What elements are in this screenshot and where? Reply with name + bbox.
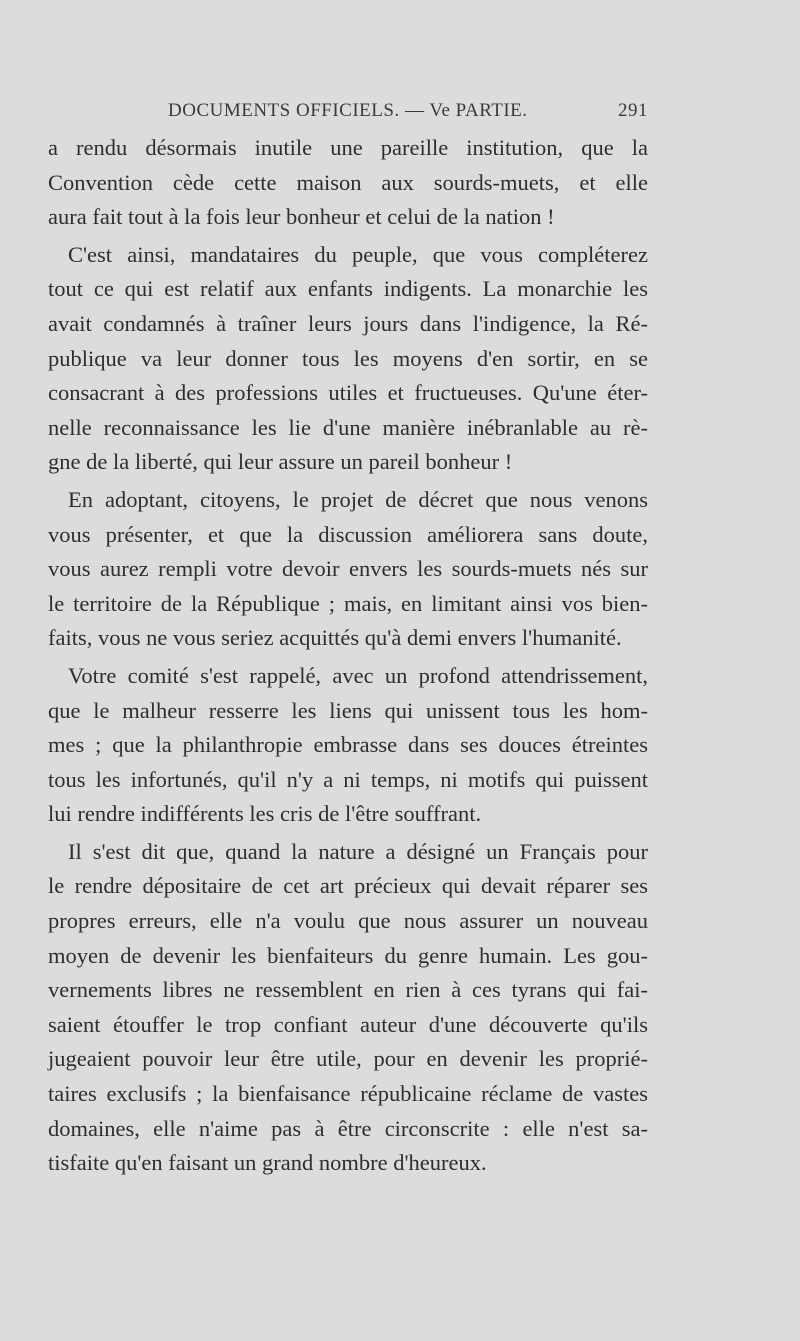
- paragraph: [48, 131, 648, 235]
- text-line: Il s'est dit que, quand la nature a désigné un Français pour: [68, 838, 648, 864]
- paragraph: [48, 659, 648, 832]
- text-line: gne de la liberté, qui leur assure un pareil bonheur !: [48, 449, 513, 475]
- text-line: a rendu désormais inutile une pareille institution, que la: [48, 135, 648, 160]
- text-line: publique va leur donner tous les moyens d'en sortir, en se: [48, 345, 648, 371]
- body-text: [48, 131, 648, 1181]
- paragraph: [48, 835, 648, 1181]
- paragraph: [48, 483, 648, 656]
- text-line: C'est ainsi, mandataires du peuple, que vous compléterez: [68, 241, 648, 267]
- text-line: vernements libres ne ressemblent en rien à ces tyrans qui fai-: [48, 977, 648, 1003]
- text-line: nelle reconnaissance les lie d'une manière inébranlable au rè-: [48, 414, 648, 440]
- text-line: propres erreurs, elle n'a voulu que nous assurer un nouveau: [48, 908, 648, 934]
- text-line: tous les infortunés, qu'il n'y a ni temps, ni motifs qui puissent: [48, 766, 648, 792]
- text-line: moyen de devenir les bienfaiteurs du genre humain. Les gou-: [48, 942, 648, 968]
- text-line: faits, vous ne vous seriez acquittés qu'à demi envers l'humanité.: [48, 625, 622, 651]
- text-line: avait condamnés à traîner leurs jours dans l'indigence, la Ré-: [48, 310, 648, 336]
- text-line: jugeaient pouvoir leur être utile, pour en devenir les proprié-: [48, 1046, 648, 1072]
- running-head: [48, 100, 648, 130]
- text-line: consacrant à des professions utiles et fructueuses. Qu'une éter-: [48, 380, 648, 406]
- text-line: que le malheur resserre les liens qui unissent tous les hom-: [48, 697, 648, 723]
- text-line: Votre comité s'est rappelé, avec un profond attendrissement,: [68, 662, 648, 688]
- text-line: vous aurez rempli votre devoir envers les sourds-muets nés sur: [48, 556, 648, 582]
- text-line: tout ce qui est relatif aux enfants indigents. La monarchie les: [48, 276, 648, 302]
- paragraph: [48, 238, 648, 480]
- text-line: En adoptant, citoyens, le projet de décret que nous venons: [68, 486, 648, 512]
- text-line: mes ; que la philanthropie embrasse dans ses douces étreintes: [48, 732, 648, 758]
- text-line: aura fait tout à la fois leur bonheur et celui de la nation !: [48, 204, 555, 230]
- text-line: taires exclusifs ; la bienfaisance républicaine réclame de vastes: [48, 1081, 648, 1107]
- text-line: tisfaite qu'en faisant un grand nombre d'heureux.: [48, 1150, 487, 1176]
- text-line: lui rendre indifférents les cris de l'être souffrant.: [48, 801, 482, 827]
- text-line: vous présenter, et que la discussion améliorera sans doute,: [48, 521, 648, 547]
- running-title: DOCUMENTS OFFICIELS. — Ve PARTIE.: [168, 100, 528, 121]
- text-line: domaines, elle n'aime pas à être circonscrite : elle n'est sa-: [48, 1115, 648, 1141]
- page-number: 291: [618, 100, 648, 121]
- text-line: Convention cède cette maison aux sourds-muets, et elle: [48, 169, 648, 195]
- text-line: le rendre dépositaire de cet art précieux qui devait réparer ses: [48, 873, 648, 899]
- text-line: saient étouffer le trop confiant auteur d'une découverte qu'ils: [48, 1011, 648, 1037]
- text-line: le territoire de la République ; mais, en limitant ainsi vos bien-: [48, 590, 648, 616]
